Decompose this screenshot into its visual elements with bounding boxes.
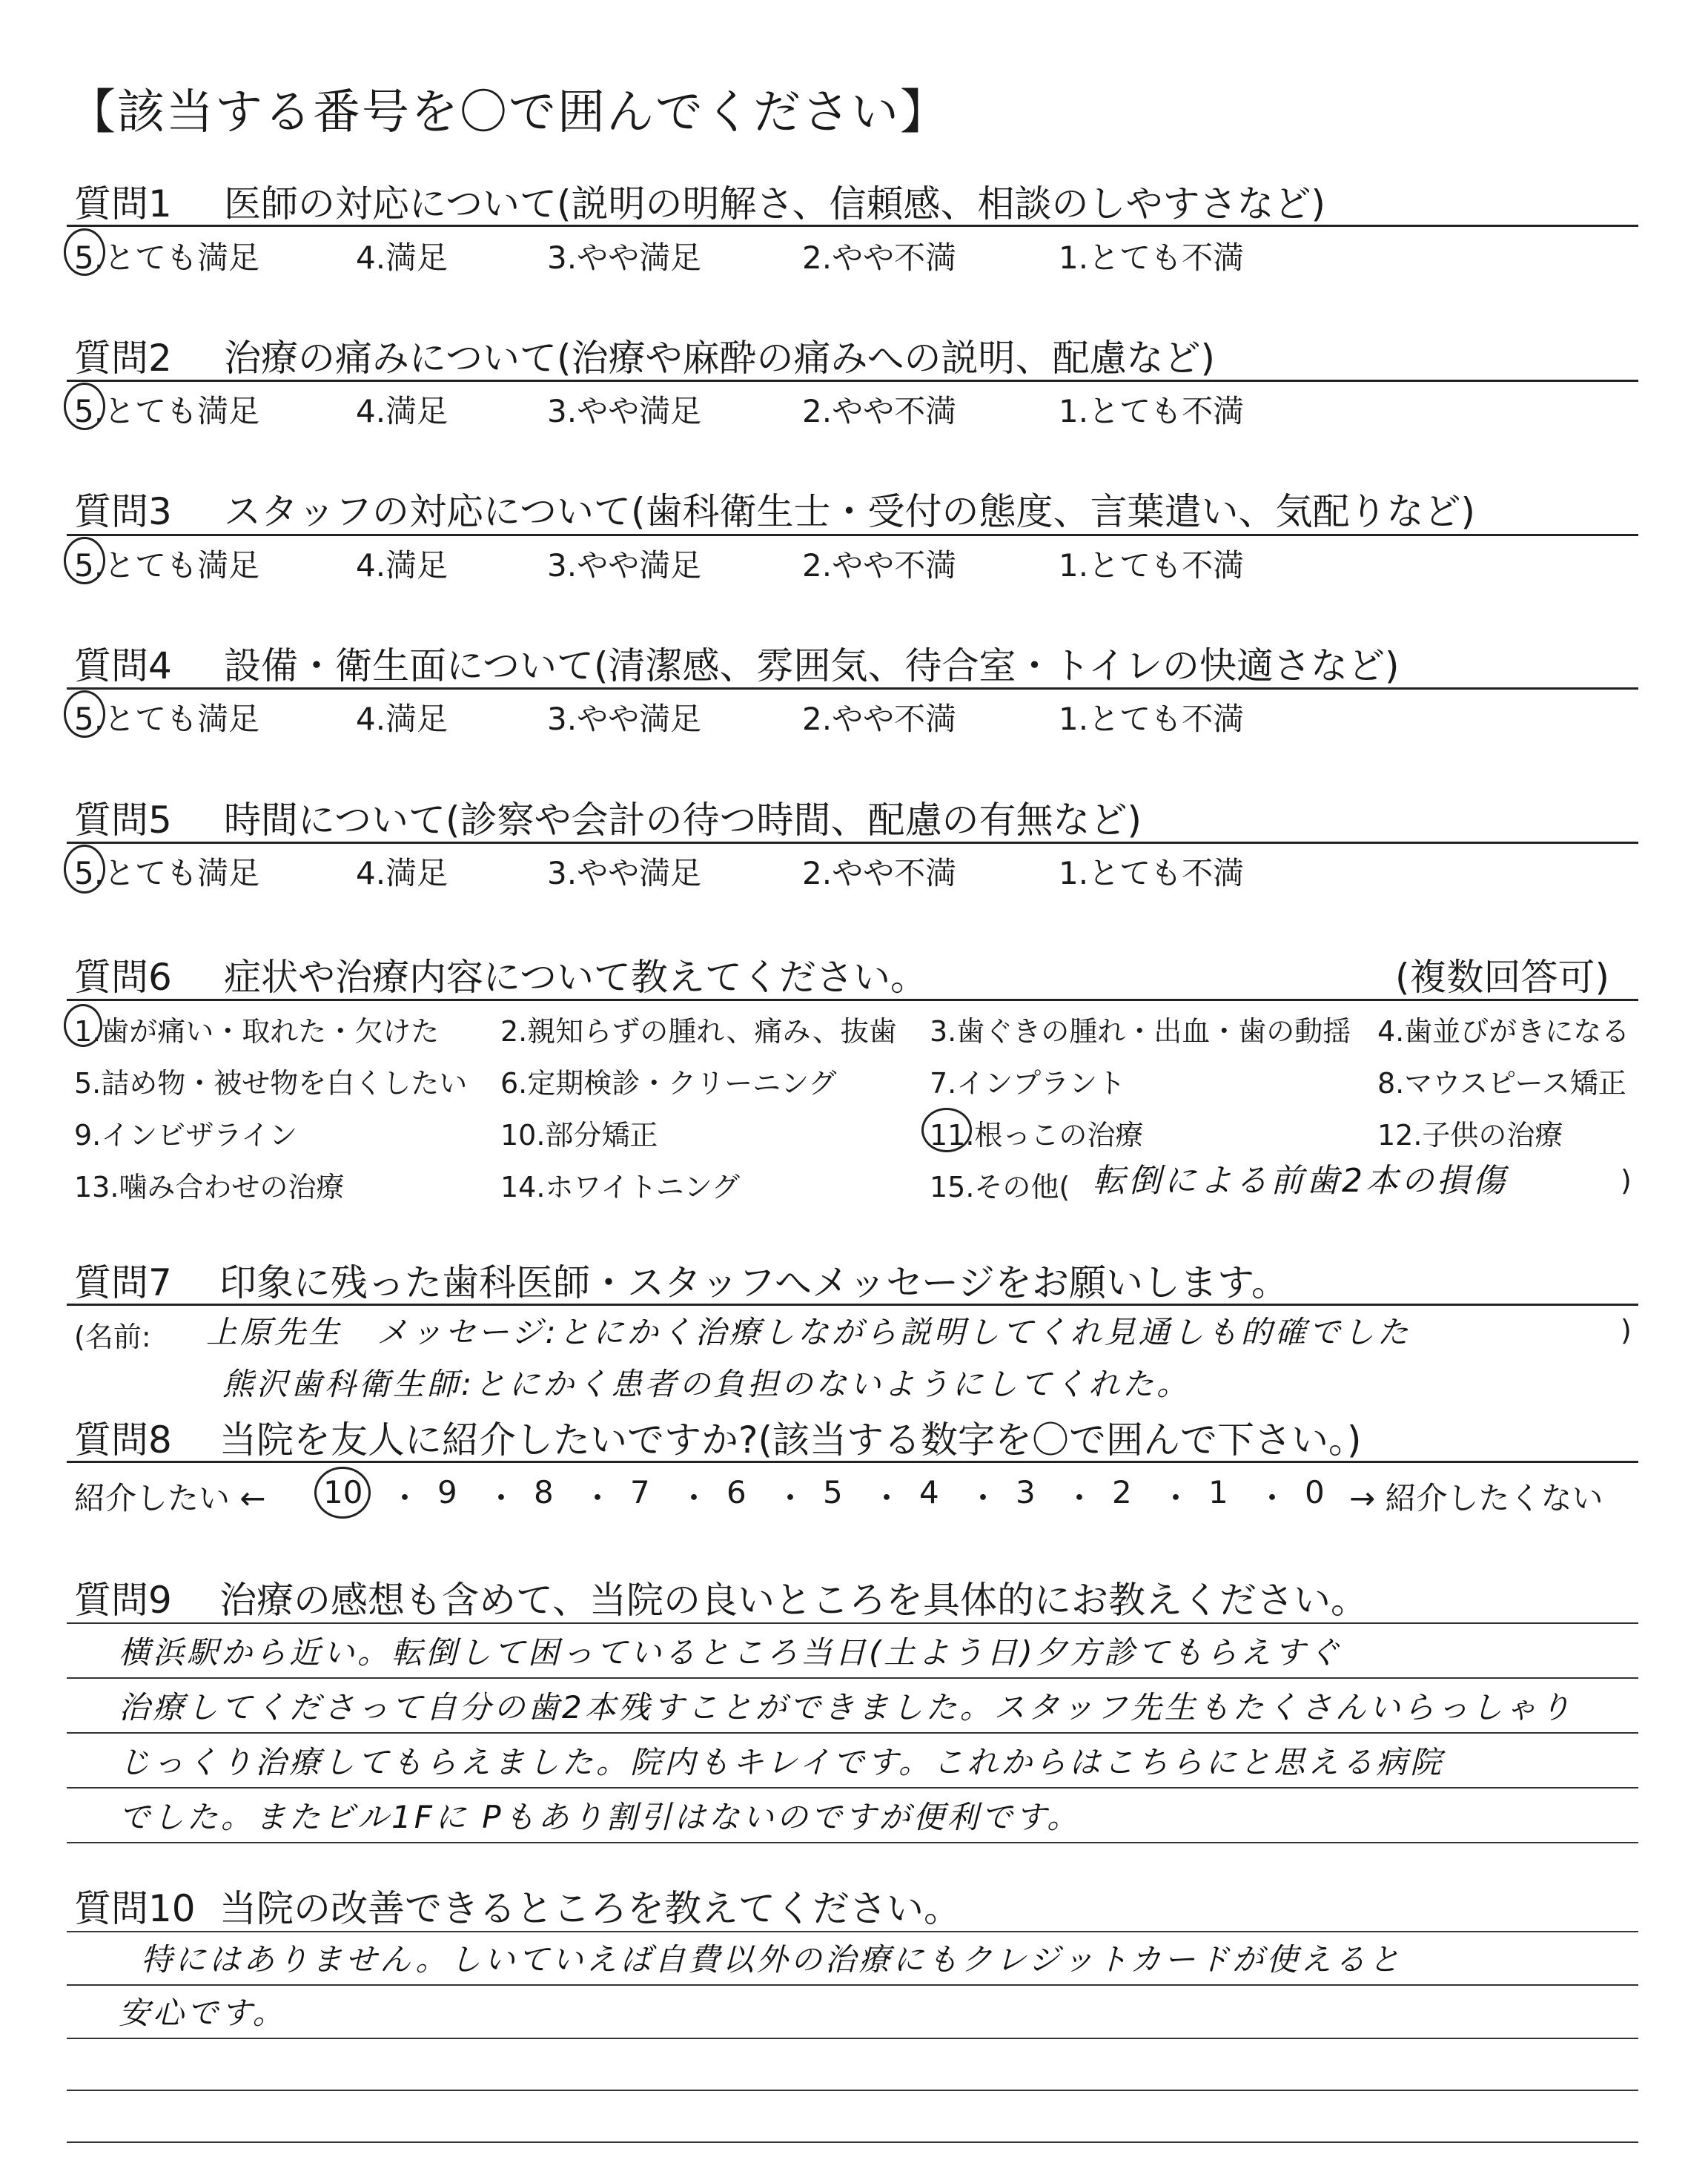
scale-number-10[interactable]: 10 bbox=[323, 1474, 363, 1510]
question-label: 質問8 bbox=[74, 1418, 172, 1462]
question-text: 当院を友人に紹介したいですか?(該当する数字を〇で囲んで下さい。) bbox=[219, 1418, 1362, 1462]
comment-line-4[interactable]: でした。またビル1Fに Pもあり割引はないのですが便利です。 bbox=[119, 1799, 1082, 1835]
q6-option[interactable]: 2.親知らずの腫れ、痛み、抜歯 bbox=[500, 1015, 897, 1048]
selected-circle bbox=[921, 1108, 972, 1152]
q6-other-answer[interactable]: 転倒による前歯2本の損傷 bbox=[1093, 1162, 1508, 1200]
question-text: 時間について(診察や会計の待つ時間、配慮の有無など) bbox=[224, 799, 1142, 842]
selected-circle bbox=[64, 383, 105, 430]
scale-dot: ・ bbox=[967, 1480, 999, 1516]
q6-option[interactable]: 15.その他( bbox=[930, 1171, 1070, 1203]
scale-dot: ・ bbox=[582, 1480, 614, 1516]
selected-circle bbox=[64, 690, 105, 738]
q6-option[interactable]: 5.詰め物・被せ物を白くしたい bbox=[74, 1067, 468, 1100]
option-4[interactable]: 4.満足 bbox=[356, 855, 448, 891]
selected-circle bbox=[64, 1004, 102, 1047]
option-1[interactable]: 1.とても不満 bbox=[1059, 855, 1245, 891]
selected-circle bbox=[64, 845, 105, 894]
option-5[interactable]: 5.とても満足 bbox=[74, 855, 260, 891]
scale-left-label: 紹介したい ← bbox=[74, 1480, 266, 1516]
option-2[interactable]: 2.やや不満 bbox=[802, 701, 957, 737]
q6-option[interactable]: 14.ホワイトニング bbox=[500, 1171, 741, 1203]
message-line-1[interactable]: 上原先生 メッセージ:とにかく治療しながら説明してくれ見通しも的確でした bbox=[206, 1314, 1411, 1350]
name-close: ) bbox=[1621, 1314, 1632, 1347]
option-4[interactable]: 4.満足 bbox=[356, 701, 448, 737]
q6-option[interactable]: 10.部分矯正 bbox=[500, 1119, 658, 1152]
q6-option[interactable]: 1.歯が痛い・取れた・欠けた bbox=[74, 1015, 440, 1048]
option-1[interactable]: 1.とても不満 bbox=[1059, 701, 1245, 737]
scale-number-2[interactable]: 2 bbox=[1112, 1474, 1132, 1510]
comment-line-3[interactable]: じっくり治療してもらえました。院内もキレイです。これからはこちらにと思える病院 bbox=[119, 1744, 1445, 1780]
option-5[interactable]: 5.とても満足 bbox=[74, 240, 260, 276]
selected-circle bbox=[64, 228, 105, 276]
selected-circle bbox=[64, 537, 105, 584]
question-text: 症状や治療内容について教えてください。 bbox=[224, 956, 927, 999]
option-1[interactable]: 1.とても不満 bbox=[1059, 547, 1245, 584]
comment-line-1[interactable]: 横浜駅から近い。転倒して困っているところ当日(土よう日)夕方診てもらえすぐ bbox=[119, 1634, 1343, 1671]
scale-number-8[interactable]: 8 bbox=[534, 1474, 554, 1510]
option-3[interactable]: 3.やや満足 bbox=[547, 547, 702, 584]
option-1[interactable]: 1.とても不満 bbox=[1059, 240, 1245, 276]
q6-option[interactable]: 7.インプラント bbox=[930, 1067, 1126, 1100]
question-text: 印象に残った歯科医師・スタッフへメッセージをお願いします。 bbox=[219, 1261, 1288, 1304]
scale-dot: ・ bbox=[678, 1480, 710, 1516]
scale-dot: ・ bbox=[1160, 1480, 1192, 1516]
comment-line-1[interactable]: 特にはありません。しいていえば自費以外の治療にもクレジットカードが使えると bbox=[141, 1941, 1403, 1978]
option-1[interactable]: 1.とても不満 bbox=[1059, 393, 1245, 429]
option-4[interactable]: 4.満足 bbox=[356, 240, 448, 276]
scale-right-label: → 紹介したくない bbox=[1349, 1480, 1603, 1516]
scale-number-4[interactable]: 4 bbox=[919, 1474, 939, 1510]
option-2[interactable]: 2.やや不満 bbox=[802, 855, 957, 891]
question-text: 当院の改善できるところを教えてください。 bbox=[219, 1887, 961, 1930]
scale-number-0[interactable]: 0 bbox=[1305, 1474, 1325, 1510]
q6-option[interactable]: 6.定期検診・クリーニング bbox=[500, 1067, 837, 1100]
question-label: 質問6 bbox=[74, 956, 172, 999]
question-label: 質問4 bbox=[74, 644, 172, 687]
option-5[interactable]: 5.とても満足 bbox=[74, 393, 260, 429]
question-text: 治療の痛みについて(治療や麻酔の痛みへの説明、配慮など) bbox=[224, 337, 1216, 380]
q6-option[interactable]: 3.歯ぐきの腫れ・出血・歯の動揺 bbox=[930, 1015, 1351, 1048]
q6-option[interactable]: 8.マウスピース矯正 bbox=[1377, 1067, 1626, 1100]
question-label: 質問7 bbox=[74, 1261, 172, 1304]
option-2[interactable]: 2.やや不満 bbox=[802, 393, 957, 429]
option-3[interactable]: 3.やや満足 bbox=[547, 855, 702, 891]
comment-line-2[interactable]: 安心です。 bbox=[119, 1995, 287, 2031]
scale-number-7[interactable]: 7 bbox=[630, 1474, 650, 1510]
question-label: 質問10 bbox=[74, 1887, 196, 1930]
comment-line-2[interactable]: 治療してくださって自分の歯2本残すことができました。スタッフ先生もたくさんいらっしゃり bbox=[119, 1689, 1574, 1725]
q6-option[interactable]: 9.インビザライン bbox=[74, 1119, 298, 1152]
scale-number-3[interactable]: 3 bbox=[1016, 1474, 1036, 1510]
option-4[interactable]: 4.満足 bbox=[356, 393, 448, 429]
page-title: 【該当する番号を〇で囲んでください】 bbox=[68, 85, 949, 140]
scale-number-1[interactable]: 1 bbox=[1208, 1474, 1228, 1510]
option-3[interactable]: 3.やや満足 bbox=[547, 240, 702, 276]
question-label: 質問2 bbox=[74, 337, 172, 380]
option-4[interactable]: 4.満足 bbox=[356, 547, 448, 584]
scale-dot: ・ bbox=[775, 1480, 807, 1516]
option-3[interactable]: 3.やや満足 bbox=[547, 701, 702, 737]
scale-dot: ・ bbox=[389, 1480, 421, 1516]
scale-number-9[interactable]: 9 bbox=[437, 1474, 457, 1510]
scale-dot: ・ bbox=[486, 1480, 517, 1516]
option-2[interactable]: 2.やや不満 bbox=[802, 547, 957, 584]
q6-option[interactable]: 12.子供の治療 bbox=[1377, 1119, 1563, 1152]
multi-answer-note: (複数回答可) bbox=[1395, 956, 1610, 999]
q6-option[interactable]: 13.噛み合わせの治療 bbox=[74, 1171, 345, 1203]
option-3[interactable]: 3.やや満足 bbox=[547, 393, 702, 429]
question-label: 質問3 bbox=[74, 490, 172, 533]
question-text: スタッフの対応について(歯科衛生士・受付の態度、言葉遣い、気配りなど) bbox=[224, 490, 1476, 533]
question-label: 質問5 bbox=[74, 799, 172, 842]
q6-option[interactable]: 4.歯並びがきになる bbox=[1377, 1015, 1630, 1048]
q6-option[interactable]: 11.根っこの治療 bbox=[930, 1119, 1144, 1152]
message-line-2[interactable]: 熊沢歯科衛生師:とにかく患者の負担のないようにしてくれた。 bbox=[222, 1366, 1191, 1402]
scale-dot: ・ bbox=[1257, 1480, 1288, 1516]
question-text: 設備・衛生面について(清潔感、雰囲気、待合室・トイレの快適さなど) bbox=[224, 644, 1400, 687]
option-2[interactable]: 2.やや不満 bbox=[802, 240, 957, 276]
option-5[interactable]: 5.とても満足 bbox=[74, 701, 260, 737]
question-text: 医師の対応について(説明の明解さ、信頼感、相談のしやすさなど) bbox=[224, 182, 1326, 225]
question-label: 質問9 bbox=[74, 1579, 172, 1622]
scale-dot: ・ bbox=[871, 1480, 903, 1516]
question-text: 治療の感想も含めて、当院の良いところを具体的にお教えください。 bbox=[219, 1579, 1368, 1622]
scale-number-6[interactable]: 6 bbox=[726, 1474, 747, 1510]
scale-dot: ・ bbox=[1064, 1480, 1096, 1516]
q6-other-close: ) bbox=[1621, 1164, 1632, 1197]
question-label: 質問1 bbox=[74, 182, 172, 225]
selected-circle bbox=[314, 1467, 371, 1519]
name-label: (名前: bbox=[74, 1321, 151, 1353]
scale-number-5[interactable]: 5 bbox=[823, 1474, 843, 1510]
option-5[interactable]: 5.とても満足 bbox=[74, 547, 260, 584]
